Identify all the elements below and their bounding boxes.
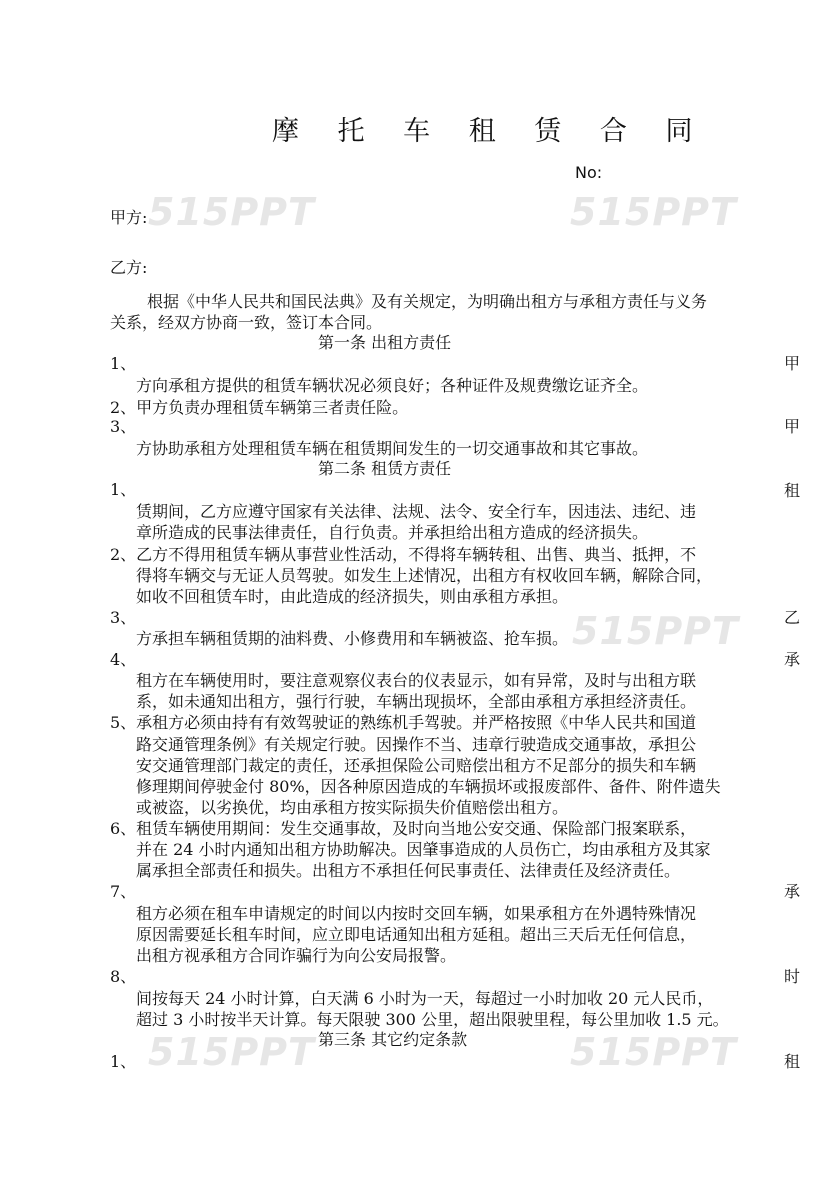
margin-char: 租: [784, 481, 801, 500]
page-title: 摩 托 车 租 赁 合 同: [272, 116, 708, 147]
clause-number: 1、: [110, 480, 137, 499]
watermark: 515PPT: [148, 1030, 315, 1074]
clause-text: 得将车辆交与无证人员驾驶。如发生上述情况，出租方有权收回车辆，解除合同，: [136, 566, 713, 585]
clause-text: 2、甲方负责办理租赁车辆第三者责任险。: [110, 398, 409, 417]
party-b-label: 乙方:: [110, 258, 148, 277]
watermark: 515PPT: [570, 190, 737, 234]
intro-line: 关系，经双方协商一致，签订本合同。: [110, 313, 383, 332]
clause-text: 方承担车辆租赁期的油料费、小修费用和车辆被盗、抢车损。: [136, 629, 569, 648]
article-3-heading: 第三条 其它约定条款: [318, 1030, 468, 1049]
clause-text: 5、承租方必须由持有有效驾驶证的熟练机手驾驶。并严格按照《中华人民共和国道: [110, 713, 697, 732]
margin-char: 承: [784, 650, 801, 669]
clause-number: 3、: [110, 608, 137, 627]
clause-text: 路交通管理条例》有关规定行驶。因操作不当、违章行驶造成交通事故，承担公: [136, 735, 697, 754]
margin-char: 乙: [784, 608, 801, 627]
clause-text: 方协助承租方处理租赁车辆在租赁期间发生的一切交通事故和其它事故。: [136, 439, 649, 458]
margin-char: 甲: [784, 354, 801, 373]
clause-text: 如收不回租赁车时，由此造成的经济损失，则由承租方承担。: [136, 587, 569, 606]
clause-text: 属承担全部责任和损失。出租方不承担任何民事责任、法律责任及经济责任。: [136, 861, 681, 880]
clause-number: 1、: [110, 1052, 137, 1071]
watermark: 515PPT: [148, 190, 315, 234]
clause-number: 1、: [110, 354, 137, 373]
clause-text: 修理期间停驶金付 80%，因各种原因造成的车辆损坏或报废部件、备件、附件遗失: [136, 777, 721, 796]
margin-char: 时: [784, 967, 801, 986]
clause-text: 2、乙方不得用租赁车辆从事营业性活动，不得将车辆转租、出售、典当、抵押，不: [110, 545, 697, 564]
clause-text: 超过 3 小时按半天计算。每天限驶 300 公里，超出限驶里程，每公里加收 1.5 元。: [136, 1010, 729, 1029]
clause-number: 8、: [110, 967, 137, 986]
clause-text: 安交通管理部门裁定的责任，还承担保险公司赔偿出租方不足部分的损失和车辆: [136, 756, 697, 775]
watermark: 515PPT: [570, 1030, 737, 1074]
margin-char: 甲: [784, 417, 801, 436]
clause-text: 原因需要延长租车时间，应立即电话通知出租方延租。超出三天后无任何信息，: [136, 925, 697, 944]
watermark: 515PPT: [572, 609, 739, 653]
party-a-label: 甲方:: [110, 208, 148, 227]
article-1-heading: 第一条 出租方责任: [318, 333, 452, 352]
clause-number: 4、: [110, 650, 137, 669]
margin-char: 租: [784, 1052, 801, 1071]
clause-number: 7、: [110, 882, 137, 901]
clause-text: 系，如未通知出租方，强行行驶，车辆出现损坏，全部由承租方承担经济责任。: [136, 692, 697, 711]
clause-text: 间按每天 24 小时计算，白天满 6 小时为一天，每超过一小时加收 20 元人民币，: [136, 989, 714, 1008]
clause-text: 6、租赁车辆使用期间：发生交通事故，及时向当地公安交通、保险部门报案联系，: [110, 819, 697, 838]
clause-text: 方向承租方提供的租赁车辆状况必须良好；各种证件及规费缴讫证齐全。: [136, 376, 649, 395]
clause-text: 租方必须在租车申请规定的时间以内按时交回车辆，如果承租方在外遇特殊情况: [136, 904, 697, 923]
clause-text: 出租方视承租方合同诈骗行为向公安局报警。: [136, 946, 457, 965]
clause-text: 或被盗，以劣换优，均由承租方按实际损失价值赔偿出租方。: [136, 798, 569, 817]
clause-text: 章所造成的民事法律责任，自行负责。并承担给出租方造成的经济损失。: [136, 523, 649, 542]
clause-number: 3、: [110, 417, 137, 436]
intro-line: 根据《中华人民共和国民法典》及有关规定，为明确出租方与承租方责任与义务: [147, 292, 708, 311]
margin-char: 承: [784, 882, 801, 901]
clause-text: 并在 24 小时内通知出租方协助解决。因肇事造成的人员伤亡，均由承租方及其家: [136, 840, 711, 859]
contract-number-label: No:: [575, 163, 603, 182]
clause-text: 赁期间，乙方应遵守国家有关法律、法规、法令、安全行车，因违法、违纪、违: [136, 502, 697, 521]
article-2-heading: 第二条 租赁方责任: [318, 459, 452, 478]
clause-text: 租方在车辆使用时，要注意观察仪表台的仪表显示，如有异常，及时与出租方联: [136, 671, 697, 690]
